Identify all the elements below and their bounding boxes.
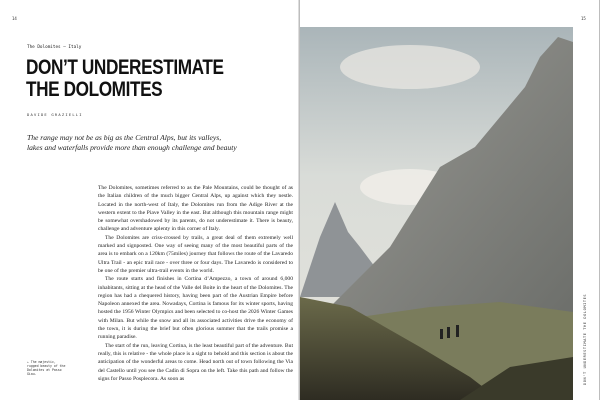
kicker: The Dolomites — Italy xyxy=(27,45,82,50)
right-page xyxy=(300,0,599,400)
page-number: 15 xyxy=(581,16,586,21)
article-title xyxy=(26,57,224,101)
photo-caption: ← The majestic, rugged beauty of the Dolomites at Passo Giau. xyxy=(27,360,66,376)
paragraph: The Dolomites, sometimes referred to as the Pale Mountains, could be thought of as the Italian children of the much bigger Central Alps, up against which they nestle. Located in the north-west of Italy, the Dolomites run from the Adige River at the western extent to the Piave Valley in the east. But although this mountain range might be somewhat overshadowed by its parents, do not underestimate it. There is beauty, challenge and adventure aplenty in this corner of Italy. xyxy=(98,185,293,233)
author-byline: DAVIDE GRAZIELLI xyxy=(27,112,83,117)
title-line: DON’T UNDERESTIMATE xyxy=(26,56,224,79)
paragraph: The route starts and finishes in Cortina d’Ampezzo, a town of around 6,000 inhabitants, sitting at the head of the Valle del Boite in the heart of the Dolomites. The region has had a chequered history, having been part of the Austrian Empire before Napoleon annexed the area. Nowadays, Cortina is famous for its winter sports, having hosted the 1956 Winter Olympics and been selected to co-host the 2026 Winter Games with Milan. But while the snow and all its associated activities drive the economy of the town, it is during the brief but often glorious summer that the trails promise a running paradise. xyxy=(98,276,293,341)
mountain-photo xyxy=(300,27,573,400)
left-page xyxy=(0,0,299,400)
paragraph: The start of the run, leaving Cortina, is the least beautiful part of the adventure. But really, this is relative - the whole place is a sight to behold and this section is about the anticipation of the wonderful areas to come. Head north out of town following the Via del Castello until you see the Cadin di Sopra on the left. Take this path and follow the signs for Passo Posplecora. As soon as xyxy=(98,342,293,382)
standfirst: The range may not be as big as the Central Alps, but its valleys, lakes and waterfalls provide more than enough challenge and beauty xyxy=(27,133,237,153)
running-head: DON’T UNDERESTIMATE THE DOLOMITES xyxy=(583,293,587,385)
title-line: THE DOLOMITES xyxy=(26,78,163,101)
article-body xyxy=(98,184,293,383)
page-number: 14 xyxy=(12,16,17,21)
paragraph: The Dolomites are criss-crossed by trails, a great deal of them extremely well marked and signposted. One way of seeing many of the most beautiful parts of the area is to embark on a 120km (75miles) journey that follows the route of the Lavaredo Ultra Trail - an epic trail race - over three or four days. The Lavaredo is considered to be one of the premier ultra-trail events in the world. xyxy=(98,234,293,274)
